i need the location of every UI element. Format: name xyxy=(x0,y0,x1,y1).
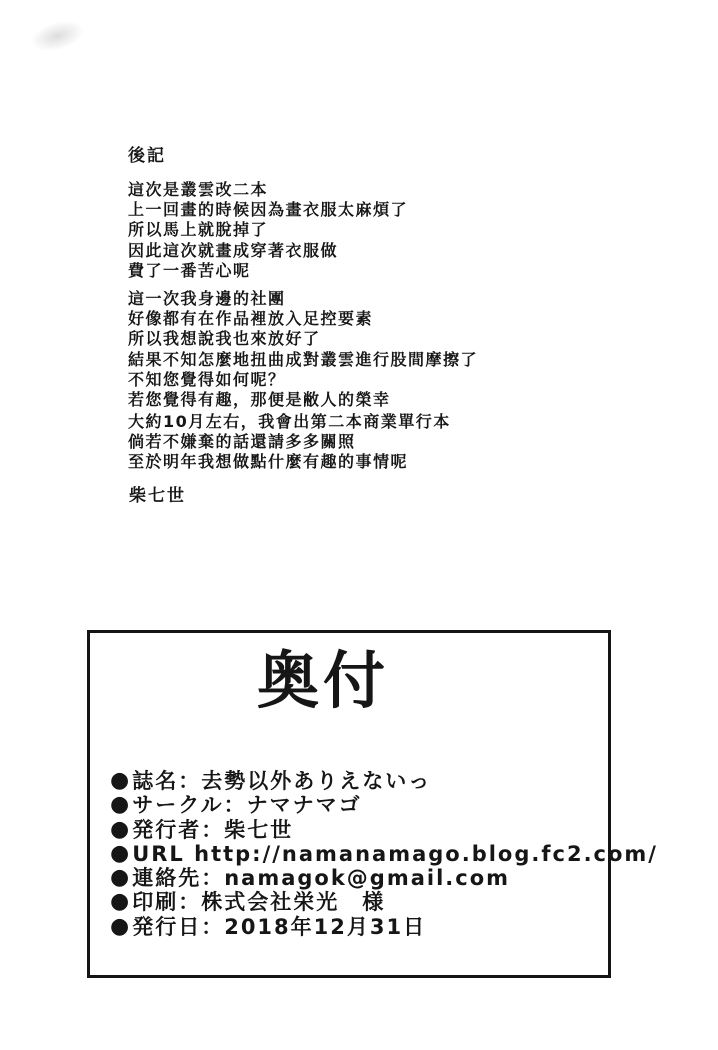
afterword-line: 至於明年我想做點什麼有趣的事情呢 xyxy=(128,452,409,472)
colophon-text: 発行日：2018年12月31日 xyxy=(132,914,427,939)
afterword-line: 所以我想說我也來放好了 xyxy=(128,329,321,349)
colophon-box xyxy=(87,630,658,978)
colophon-row-publisher xyxy=(110,818,602,842)
afterword-line: 這一次我身邊的社團 xyxy=(128,289,286,308)
afterword-line: 若您覺得有趣，那便是敝人的榮幸 xyxy=(128,390,391,410)
author-signature: 柴七世 xyxy=(129,486,186,506)
bullet-icon: ● xyxy=(110,913,132,939)
afterword-paragraph-2 xyxy=(128,289,478,410)
afterword-heading: 後記 xyxy=(128,146,166,166)
colophon-text: サークル：ナマナマゴ xyxy=(132,793,362,818)
afterword-line: 這次是叢雲改二本 xyxy=(128,180,269,199)
bullet-icon: ● xyxy=(110,792,132,818)
colophon-row-url xyxy=(110,840,658,866)
afterword-line: 不知您覺得如何呢？ xyxy=(128,369,286,389)
bullet-icon: ● xyxy=(110,889,132,915)
bullet-icon: ● xyxy=(110,865,132,891)
bullet-icon: ● xyxy=(110,840,132,866)
afterword-line: 大約10月左右，我會出第二本商業單行本 xyxy=(128,412,451,431)
colophon-text: 発行者：柴七世 xyxy=(132,817,294,842)
afterword-line: 上一回畫的時候因為畫衣服太麻煩了 xyxy=(128,200,409,220)
colophon-title: 奥付 xyxy=(256,644,389,717)
bullet-icon: ● xyxy=(110,816,132,842)
afterword-paragraph-3 xyxy=(128,412,451,473)
colophon-list xyxy=(110,768,658,939)
afterword-line: 倘若不嫌棄的話還請多多關照 xyxy=(128,432,356,452)
scan-smudge xyxy=(27,15,87,56)
afterword-line: 好像都有在作品裡放入足控要素 xyxy=(128,309,374,329)
bullet-icon: ● xyxy=(110,768,132,793)
colophon-row-title xyxy=(110,769,602,793)
colophon-email-text: 連絡先：namagok@gmail.com xyxy=(132,866,511,891)
colophon-url-text: URL http://namanamago.blog.fc2.com/ xyxy=(132,841,658,866)
afterword-line: 所以馬上就脫掉了 xyxy=(128,220,269,240)
colophon-row-printer xyxy=(110,890,602,914)
colophon-row-date xyxy=(110,915,602,939)
colophon-row-contact xyxy=(110,866,602,890)
afterword-line: 費了一番苦心呢 xyxy=(128,260,251,280)
colophon-text: 印刷：株式会社栄光 様 xyxy=(132,890,386,915)
afterword-paragraph-1 xyxy=(128,180,408,281)
afterword-line: 因此這次就畫成穿著衣服做 xyxy=(128,240,339,260)
afterword-line: 結果不知怎麼地扭曲成對叢雲進行股間摩擦了 xyxy=(128,349,479,369)
colophon-row-circle xyxy=(110,793,602,817)
colophon-text: 誌名：去勢以外ありえないっ xyxy=(132,769,432,793)
